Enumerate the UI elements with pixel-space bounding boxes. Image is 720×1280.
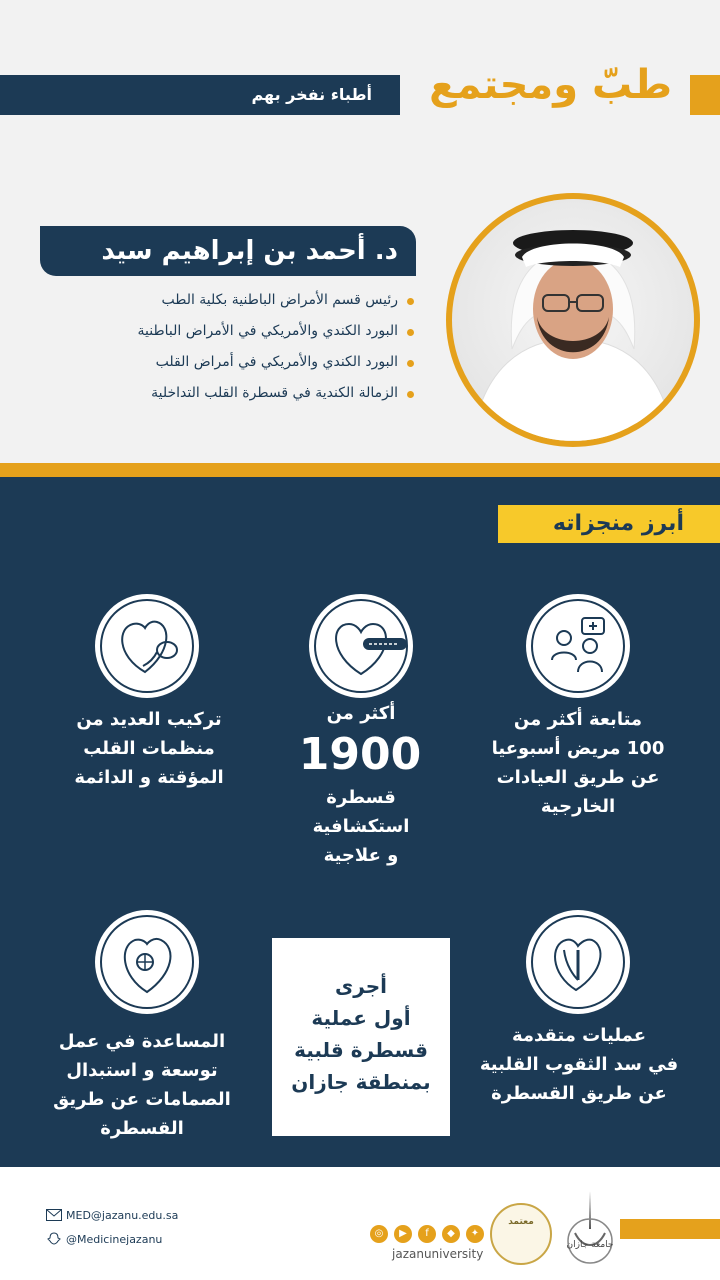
- doctor-photo: [452, 199, 694, 441]
- header-bar: [0, 75, 400, 115]
- credential-item: البورد الكندي والأمريكي في أمراض القلب: [40, 347, 416, 378]
- heart-pacemaker-icon: [95, 594, 199, 698]
- gold-divider: [0, 463, 720, 477]
- doctor-name-box: [40, 226, 416, 276]
- doctor-name: د. أحمد بن إبراهيم سيد: [101, 236, 398, 266]
- heart-valve-icon: [95, 910, 199, 1014]
- youtube-icon[interactable]: ▶: [394, 1225, 412, 1243]
- achievement-text: متابعة أكثر من 100 مريض أسبوعيا عن طريق العيادات الخارجية: [491, 709, 665, 817]
- top-section: [0, 0, 720, 465]
- university-handle: jazanuniversity: [392, 1247, 484, 1261]
- doctor-credentials: [40, 285, 416, 409]
- achievements-label-box: [498, 505, 720, 543]
- highlight-text: أجرى أول عملية قسطرة قلبية بمنطقة جازان: [291, 974, 431, 1094]
- snapchat-icon: [46, 1232, 62, 1246]
- achievement-number: 1900: [298, 729, 422, 780]
- twitter-icon[interactable]: ✦: [466, 1225, 484, 1243]
- email-link[interactable]: MED@jazanu.edu.sa: [66, 1209, 179, 1222]
- doctor-portrait-icon: [452, 199, 694, 441]
- header-title: طبّ ومجتمع: [429, 62, 672, 108]
- achievement-text: المساعدة في عمل توسعة و استبدال الصمامات عن طريق القسطرة: [53, 1031, 231, 1139]
- facebook-icon[interactable]: f: [418, 1225, 436, 1243]
- credential-item: الزمالة الكندية في قسطرة القلب التداخلية: [40, 378, 416, 409]
- heart-catheter-icon: [309, 594, 413, 698]
- header-accent: [690, 75, 720, 115]
- achievement-text: عمليات متقدمة في سد الثقوب القلبية عن طريق القسطرة: [479, 1025, 679, 1104]
- highlight-box: [272, 938, 450, 1136]
- achievement-lead: أكثر من: [326, 703, 396, 724]
- mail-icon: [46, 1209, 62, 1221]
- achievement-text: قسطرة استكشافية و علاجية: [312, 787, 410, 866]
- achievement-text: تركيب العديد من منظمات القلب المؤقتة و الدائمة: [74, 709, 224, 788]
- snapchat-icon[interactable]: ◆: [442, 1225, 460, 1243]
- instagram-icon[interactable]: ◎: [370, 1225, 388, 1243]
- footer: [0, 1167, 720, 1280]
- university-logo: [555, 1189, 625, 1269]
- credential-item: البورد الكندي والأمريكي في الأمراض الباطنية: [40, 316, 416, 347]
- header-subtitle: أطباء نفخر بهم: [251, 85, 372, 104]
- svg-text:جامعة جازان: جامعة جازان: [566, 1240, 614, 1250]
- achievements-label: أبرز منجزاته: [552, 511, 684, 536]
- snapchat-link[interactable]: @Medicinejazanu: [66, 1233, 163, 1246]
- heart-septal-icon: [526, 910, 630, 1014]
- credential-item: رئيس قسم الأمراض الباطنية بكلية الطب: [40, 285, 416, 316]
- accreditation-seal: معتمد: [490, 1203, 552, 1265]
- doctor-consultation-icon: [526, 594, 630, 698]
- footer-accent: [620, 1219, 720, 1239]
- achievements-section: [0, 477, 720, 1167]
